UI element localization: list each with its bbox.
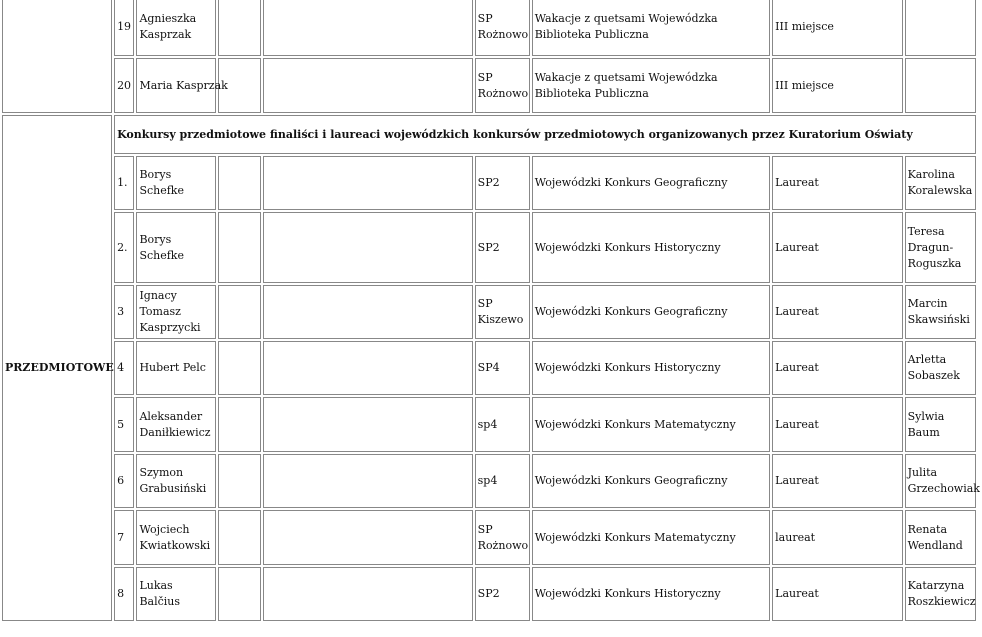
table-row — [2, 397, 976, 452]
result: Laureat — [772, 341, 902, 395]
contest-name: Wojewódzki Konkurs Matematyczny — [532, 397, 770, 452]
row-number: 7 — [114, 510, 134, 565]
result: laureat — [772, 510, 902, 565]
student-name: Borys Schefke — [136, 212, 215, 283]
section-label: PRZEDMIOTOWE — [2, 115, 112, 621]
empty-cell — [218, 510, 261, 565]
table-row — [2, 285, 976, 339]
student-name: Szymon Grabusiński — [136, 454, 215, 508]
school-name: SP Rożnowo — [475, 510, 530, 565]
empty-cell — [218, 0, 261, 56]
previous-section-cell — [2, 0, 112, 113]
student-name: Aleksander Daniłkiewicz — [136, 397, 215, 452]
row-number: 2. — [114, 212, 134, 283]
student-name: Lukas Balčius — [136, 567, 215, 621]
student-name: Hubert Pelc — [136, 341, 215, 395]
contest-name: Wojewódzki Konkurs Geograficzny — [532, 156, 770, 210]
empty-cell — [218, 397, 261, 452]
school-name: SP Rożnowo — [475, 0, 530, 56]
contest-name: Wojewódzki Konkurs Historyczny — [532, 567, 770, 621]
student-name: Agnieszka Kasprzak — [136, 0, 215, 56]
contest-name: Wojewódzki Konkurs Historyczny — [532, 341, 770, 395]
empty-cell — [218, 341, 261, 395]
school-name: SP2 — [475, 212, 530, 283]
teacher-name: Marcin Skawsiński — [905, 285, 976, 339]
school-name: SP Rożnowo — [475, 58, 530, 113]
table-row — [2, 341, 976, 395]
result: III miejsce — [772, 58, 902, 113]
school-name: SP Kiszewo — [475, 285, 530, 339]
contest-name: Wojewódzki Konkurs Historyczny — [532, 212, 770, 283]
result: Laureat — [772, 212, 902, 283]
table-row — [2, 510, 976, 565]
contest-name: Wojewódzki Konkurs Geograficzny — [532, 454, 770, 508]
table-row — [2, 567, 976, 621]
row-number: 4 — [114, 341, 134, 395]
student-name: Borys Schefke — [136, 156, 215, 210]
contest-name: Wakacje z quetsami Wojewódzka Biblioteka Publiczna — [532, 58, 770, 113]
empty-cell — [263, 285, 473, 339]
row-number: 20 — [114, 58, 134, 113]
section-header: Konkursy przedmiotowe finaliści i laureaci wojewódzkich konkursów przedmiotowych organizowanych przez Kuratorium Oświaty — [114, 115, 976, 154]
row-number: 5 — [114, 397, 134, 452]
table-row — [2, 212, 976, 283]
table-row — [2, 156, 976, 210]
teacher-name: Karolina Koralewska — [905, 156, 976, 210]
row-number: 19 — [114, 0, 134, 56]
table-row — [2, 0, 976, 56]
student-name: Ignacy Tomasz Kasprzycki — [136, 285, 215, 339]
row-number: 1. — [114, 156, 134, 210]
table-row — [2, 454, 976, 508]
student-name: Maria Kasprzak — [136, 58, 215, 113]
teacher-name: Sylwia Baum — [905, 397, 976, 452]
result: Laureat — [772, 454, 902, 508]
row-number: 3 — [114, 285, 134, 339]
teacher-name: Teresa Dragun-Roguszka — [905, 212, 976, 283]
school-name: SP2 — [475, 567, 530, 621]
contest-name: Wojewódzki Konkurs Matematyczny — [532, 510, 770, 565]
result: III miejsce — [772, 0, 902, 56]
empty-cell — [263, 397, 473, 452]
result: Laureat — [772, 285, 902, 339]
empty-cell — [263, 454, 473, 508]
section-header-row — [2, 115, 976, 154]
teacher-name — [905, 0, 976, 56]
empty-cell — [263, 156, 473, 210]
contest-name: Wakacje z quetsami Wojewódzka Biblioteka Publiczna — [532, 0, 770, 56]
row-number: 8 — [114, 567, 134, 621]
empty-cell — [263, 58, 473, 113]
teacher-name: Katarzyna Roszkiewicz — [905, 567, 976, 621]
school-name: sp4 — [475, 397, 530, 452]
empty-cell — [263, 212, 473, 283]
empty-cell — [218, 285, 261, 339]
empty-cell — [218, 156, 261, 210]
school-name: sp4 — [475, 454, 530, 508]
teacher-name — [905, 58, 976, 113]
result: Laureat — [772, 567, 902, 621]
table-row — [2, 58, 976, 113]
empty-cell — [263, 341, 473, 395]
empty-cell — [218, 567, 261, 621]
result: Laureat — [772, 156, 902, 210]
school-name: SP4 — [475, 341, 530, 395]
teacher-name: Julita Grzechowiak — [905, 454, 976, 508]
school-name: SP2 — [475, 156, 530, 210]
teacher-name: Arletta Sobaszek — [905, 341, 976, 395]
empty-cell — [218, 454, 261, 508]
contest-name: Wojewódzki Konkurs Geograficzny — [532, 285, 770, 339]
empty-cell — [218, 212, 261, 283]
empty-cell — [263, 0, 473, 56]
teacher-name: Renata Wendland — [905, 510, 976, 565]
empty-cell — [263, 510, 473, 565]
result: Laureat — [772, 397, 902, 452]
empty-cell — [263, 567, 473, 621]
row-number: 6 — [114, 454, 134, 508]
student-name: Wojciech Kwiatkowski — [136, 510, 215, 565]
